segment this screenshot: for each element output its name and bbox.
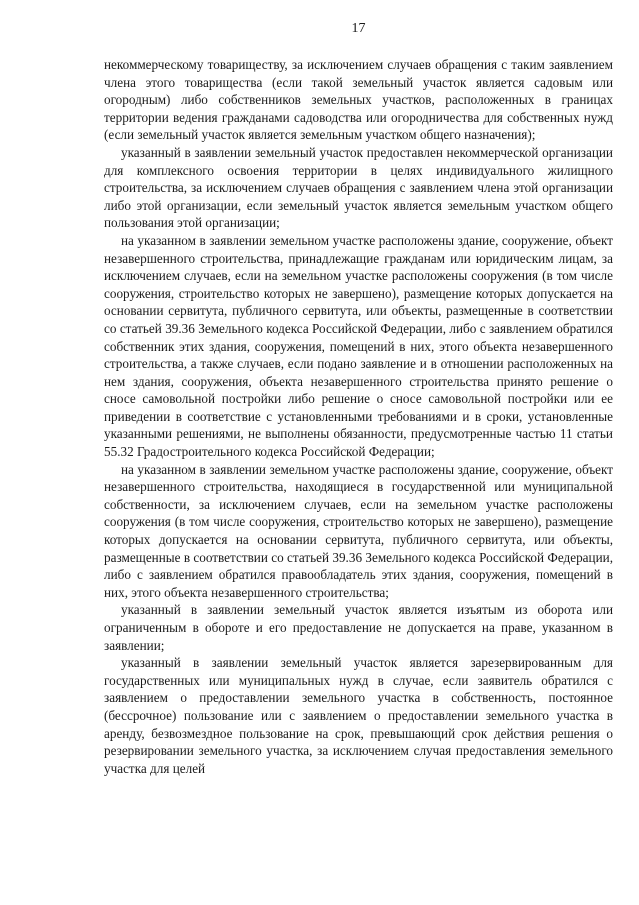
- paragraph-4: на указанном в заявлении земельном участке расположены здание, сооружение, объект незавершенного строительства, находящиеся в государственной или муниципальной собственности, за исключением случаев, если на земельном участке расположены сооружения (в том числе сооружения, строительство которых не завершено), размещение которых допускается на основании сервитута, публичного сервитута, или объекты, размещенные в соответствии со статьей 39.36 Земельного кодекса Российской Федерации, либо с заявлением обратился правообладатель этих здания, сооружения, помещений в них, этого объекта незавершенного строительства;: [104, 461, 613, 600]
- paragraph-2: указанный в заявлении земельный участок предоставлен некоммерческой организации для комплексного освоения территории в целях индивидуального жилищного строительства, за исключением случаев обращения с заявлением члена этой организации либо этой организации, если земельный участок является земельным участком общего пользования этой организации;: [104, 144, 613, 231]
- paragraph-5: указанный в заявлении земельный участок является изъятым из оборота или ограниченным в обороте и его предоставление не допускается на праве, указанном в заявлении;: [104, 602, 613, 653]
- paragraph-6: указанный в заявлении земельный участок является зарезервированным для государственных или муниципальных нужд в случае, если заявитель обратился с заявлением о предоставлении земельного участка в собственность, постоянное (бессрочное) пользование или с заявлением о предоставлении земельного участка в аренду, безвозмездное пользование на срок, превышающий срок действия решения о резервировании земельного участка, за исключением случая предоставления земельного участка для целей: [104, 655, 613, 776]
- paragraph-3: на указанном в заявлении земельном участке расположены здание, сооружение, объект незавершенного строительства, принадлежащие гражданам или юридическим лицам, за исключением случаев, если на земельном участке расположены сооружения (в том числе сооружения, строительство которых не завершено), размещение которых допускается на основании сервитута, публичного сервитута, или объекты, размещенные в соответствии со статьей 39.36 Земельного кодекса Российской Федерации, либо с заявлением обратился собственник этих здания, сооружения, помещений в них, этого объекта незавершенного строительства, а также случаев, если подано заявление и в отношении расположенных на нем здания, сооружения, объекта незавершенного строительства принято решение о сносе самовольной постройки либо решение о сносе самовольной постройки или ее приведении в соответствие с установленными требованиями и в сроки, установленные указанными решениями, не выполнены обязанности, предусмотренные частью 11 статьи 55.32 Градостроительного кодекса Российской Федерации;: [104, 232, 613, 460]
- paragraph-1: некоммерческому товариществу, за исключением случаев обращения с таким заявлением члена этого товарищества (если такой земельный участок является садовым или огородным) либо собственников земельных участков, расположенных в границах территории ведения гражданами садоводства или огородничества для собственных нужд (если земельный участок является земельным участком общего назначения);: [104, 57, 613, 143]
- page-number: 17: [351, 21, 366, 36]
